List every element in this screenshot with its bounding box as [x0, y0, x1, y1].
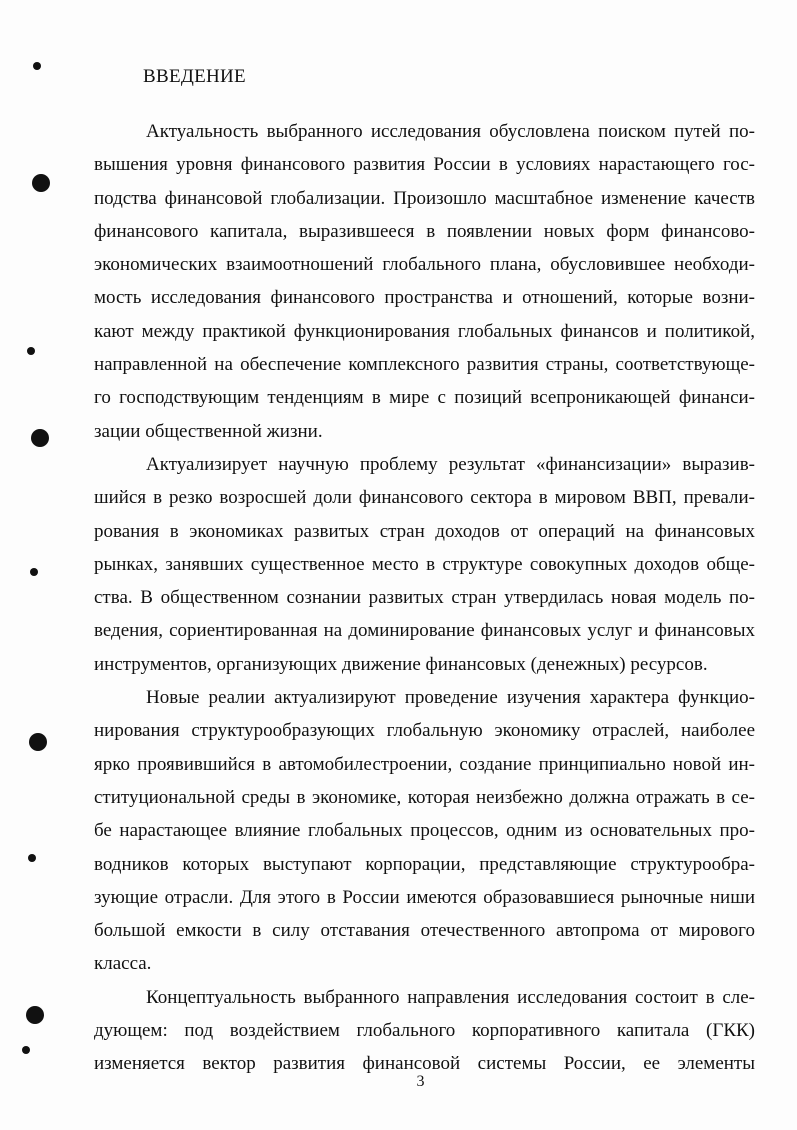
text-line: Актуальность выбранного исследования обусловлена поиском путей по- [146, 121, 755, 142]
binder-hole-mark [31, 429, 49, 447]
text-line: дующем: под воздействием глобального корпоративного капитала (ГКК) [94, 1020, 755, 1042]
paragraph [94, 981, 755, 1081]
text-line: бе нарастающее влияние глобальных процессов, одним из основательных про- [94, 820, 755, 842]
binder-hole-mark [30, 568, 38, 576]
text-line: ства. В общественном сознании развитых стран утвердилась новая модель по- [94, 587, 755, 609]
text-line: ведения, сориентированная на доминирование финансовых услуг и финансовых [94, 620, 755, 642]
binder-hole-mark [29, 733, 47, 751]
text-line: зующие отрасли. Для этого в России имеются образовавшиеся рыночные ниши [94, 886, 755, 908]
text-line: рования в экономиках развитых стран доходов от операций на финансовых [94, 520, 755, 542]
binder-hole-mark [22, 1046, 30, 1054]
text-line: вышения уровня финансового развития России в условиях нарастающего гос- [94, 154, 755, 176]
text-line: Новые реалии актуализируют проведение изучения характера функцио- [146, 687, 755, 709]
text-line: нирования структурообразующих глобальную экономику отраслей, наиболее [94, 720, 755, 742]
text-line: мость исследования финансового пространства и отношений, которые возни- [94, 287, 755, 309]
paragraph [94, 115, 755, 448]
text-line: финансового капитала, выразившееся в появлении новых форм финансово- [94, 220, 755, 242]
paragraph [94, 448, 755, 681]
text-line: ярко проявившийся в автомобилестроении, создание принципиально новой ин- [94, 753, 755, 775]
text-line: большой емкости в силу отставания отечественного автопрома от мирового [94, 920, 755, 942]
text-line: Концептуальность выбранного направления исследования состоит в сле- [146, 986, 755, 1008]
paragraph [94, 681, 755, 981]
text-line: экономических взаимоотношений глобального плана, обусловившее необходи- [94, 254, 755, 276]
section-heading: ВВЕДЕНИЕ [143, 66, 246, 87]
text-line: инструментов, организующих движение финансовых (денежных) ресурсов. [94, 653, 708, 675]
text-line: зации общественной жизни. [94, 420, 323, 442]
text-line: шийся в резко возросшей доли финансового сектора в мировом ВВП, превали- [94, 487, 755, 509]
text-line: ституциональной среды в экономике, которая неизбежно должна отражать в се- [94, 786, 755, 808]
text-line: рынках, занявших существенное место в структуре совокупных доходов обще- [94, 553, 755, 575]
text-line: кают между практикой функционирования глобальных финансов и политикой, [94, 320, 755, 342]
text-line: Актуализирует научную проблему результат «финансизации» выразив- [146, 453, 755, 475]
text-line: го господствующим тенденциям в мире с позиций всепроникающей финанси- [94, 387, 755, 409]
binder-hole-mark [27, 347, 35, 355]
text-line: класса. [94, 953, 152, 975]
binder-hole-mark [28, 854, 36, 862]
body-text [94, 115, 755, 1081]
text-line: подства финансовой глобализации. Произошло масштабное изменение качеств [94, 187, 755, 209]
binder-hole-mark [26, 1006, 44, 1024]
text-line: изменяется вектор развития финансовой системы России, ее элементы [94, 1053, 755, 1075]
binder-hole-mark [33, 62, 41, 70]
text-line: водников которых выступают корпорации, представляющие структурообра- [94, 853, 755, 875]
binder-hole-mark [32, 174, 50, 192]
text-line: направленной на обеспечение комплексного развития страны, соответствующе- [94, 354, 755, 376]
page-number: 3 [416, 1073, 425, 1090]
